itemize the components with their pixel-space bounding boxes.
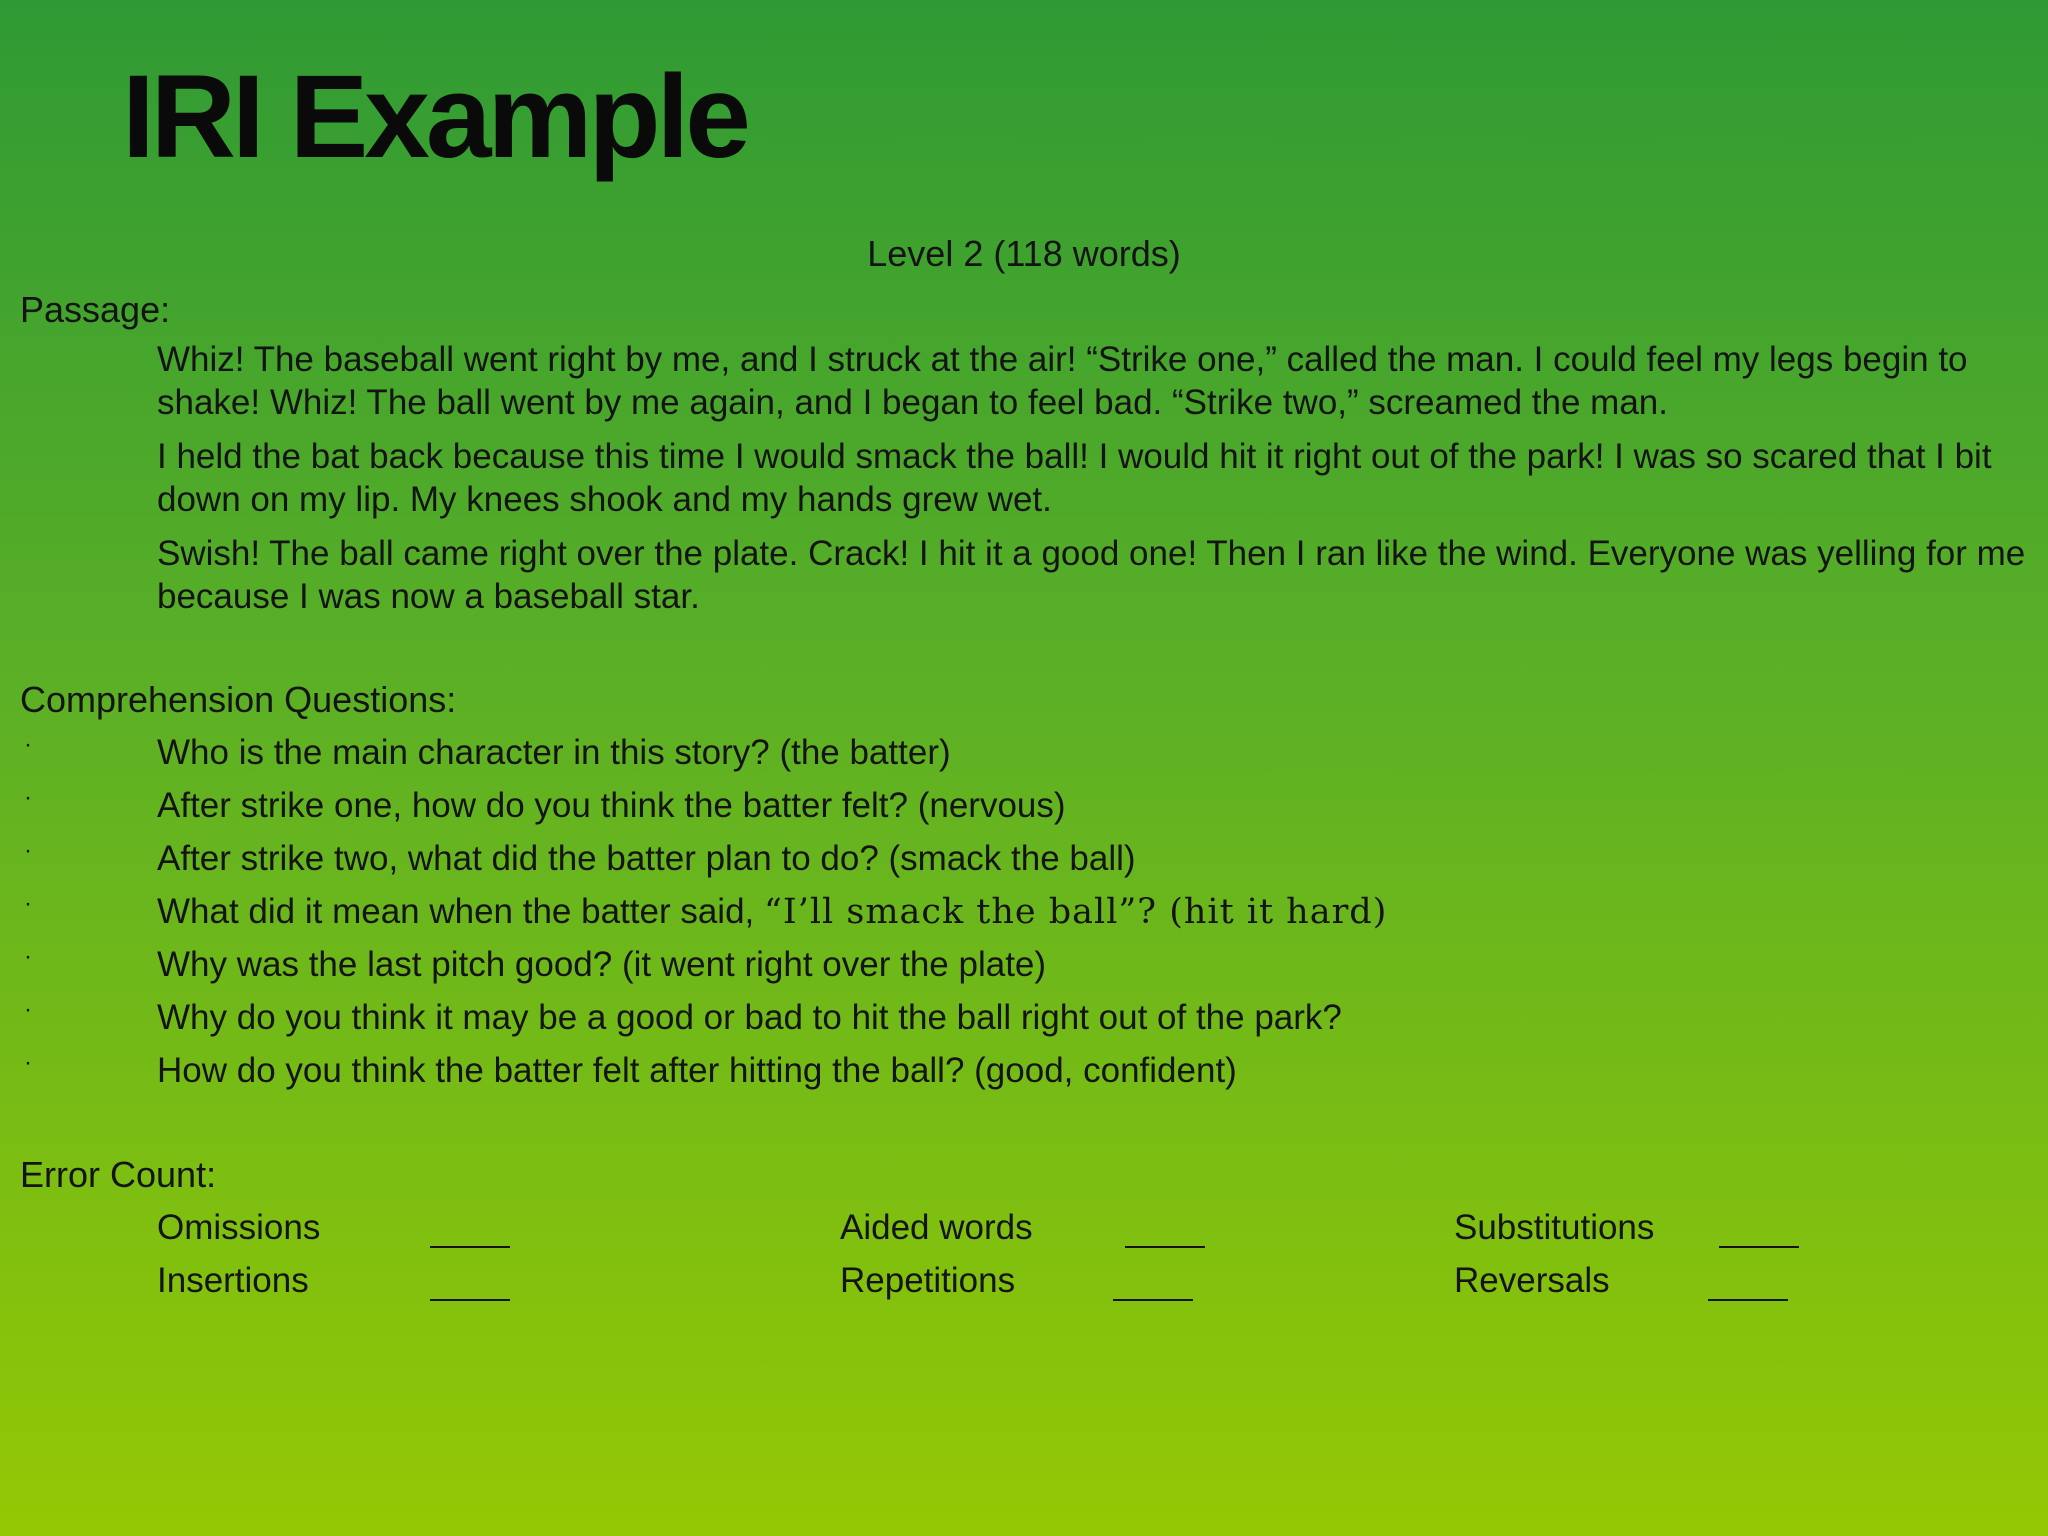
bullet-icon: · xyxy=(24,784,32,811)
error-row xyxy=(0,1206,2048,1256)
bullet-icon: · xyxy=(24,837,32,864)
substitutions-blank[interactable] xyxy=(1719,1206,1799,1248)
passage xyxy=(157,338,2037,629)
question-text: Who is the main character in this story? (the batter) xyxy=(157,733,951,772)
list-item xyxy=(0,784,2048,837)
bullet-icon: · xyxy=(24,996,32,1023)
passage-label: Passage: xyxy=(20,289,171,330)
repetitions-blank[interactable] xyxy=(1113,1259,1193,1301)
omissions-blank[interactable] xyxy=(430,1206,510,1248)
error-label-repetitions: Repetitions xyxy=(840,1261,1016,1300)
list-item xyxy=(0,837,2048,890)
question-prefix: What did it mean when the batter said, xyxy=(157,892,764,931)
question-text: After strike one, how do you think the batter felt? (nervous) xyxy=(157,786,1066,825)
question-text xyxy=(157,890,1387,934)
list-item xyxy=(0,943,2048,996)
passage-paragraph: Whiz! The baseball went right by me, and I struck at the air! “Strike one,” called the man. I could feel my legs begin to shake! Whiz! The ball went by me again, and I began to feel bad. “Strike two,” screamed the man. xyxy=(157,340,1968,422)
question-list xyxy=(0,731,2048,1102)
bullet-icon: · xyxy=(24,1049,32,1076)
question-text: How do you think the batter felt after hitting the ball? (good, confident) xyxy=(157,1051,1237,1090)
error-label-reversals: Reversals xyxy=(1454,1261,1610,1300)
level-caption: Level 2 (118 words) xyxy=(867,233,1181,274)
question-text: After strike two, what did the batter plan to do? (smack the ball) xyxy=(157,839,1136,878)
bullet-icon: · xyxy=(24,890,32,917)
error-count-label: Error Count: xyxy=(20,1154,217,1195)
bullet-icon: · xyxy=(24,943,32,970)
error-row xyxy=(0,1259,2048,1309)
insertions-blank[interactable] xyxy=(430,1259,510,1301)
list-item xyxy=(0,731,2048,784)
page-title: IRI Example xyxy=(122,51,747,183)
list-item xyxy=(0,890,2048,943)
passage-paragraph: Swish! The ball came right over the plate. Crack! I hit it a good one! Then I ran like the wind. Everyone was yelling for me because I was now a baseball star. xyxy=(157,534,2026,616)
reversals-blank[interactable] xyxy=(1708,1259,1788,1301)
passage-paragraph: I held the bat back because this time I would smack the ball! I would hit it right out of the park! I was so scared that I bit down on my lip. My knees shook and my hands grew wet. xyxy=(157,437,1992,519)
questions-label: Comprehension Questions: xyxy=(20,679,457,720)
list-item xyxy=(0,996,2048,1049)
question-quote: “I’ll smack the ball”? (hit it hard) xyxy=(764,892,1388,932)
error-label-insertions: Insertions xyxy=(157,1261,309,1300)
aided-words-blank[interactable] xyxy=(1125,1206,1205,1248)
question-text: Why was the last pitch good? (it went right over the plate) xyxy=(157,945,1047,984)
list-item xyxy=(0,1049,2048,1102)
error-label-substitutions: Substitutions xyxy=(1454,1208,1655,1247)
error-label-aided-words: Aided words xyxy=(840,1208,1033,1247)
question-text: Why do you think it may be a good or bad to hit the ball right out of the park? xyxy=(157,998,1342,1037)
error-label-omissions: Omissions xyxy=(157,1208,321,1247)
bullet-icon: · xyxy=(24,731,32,758)
